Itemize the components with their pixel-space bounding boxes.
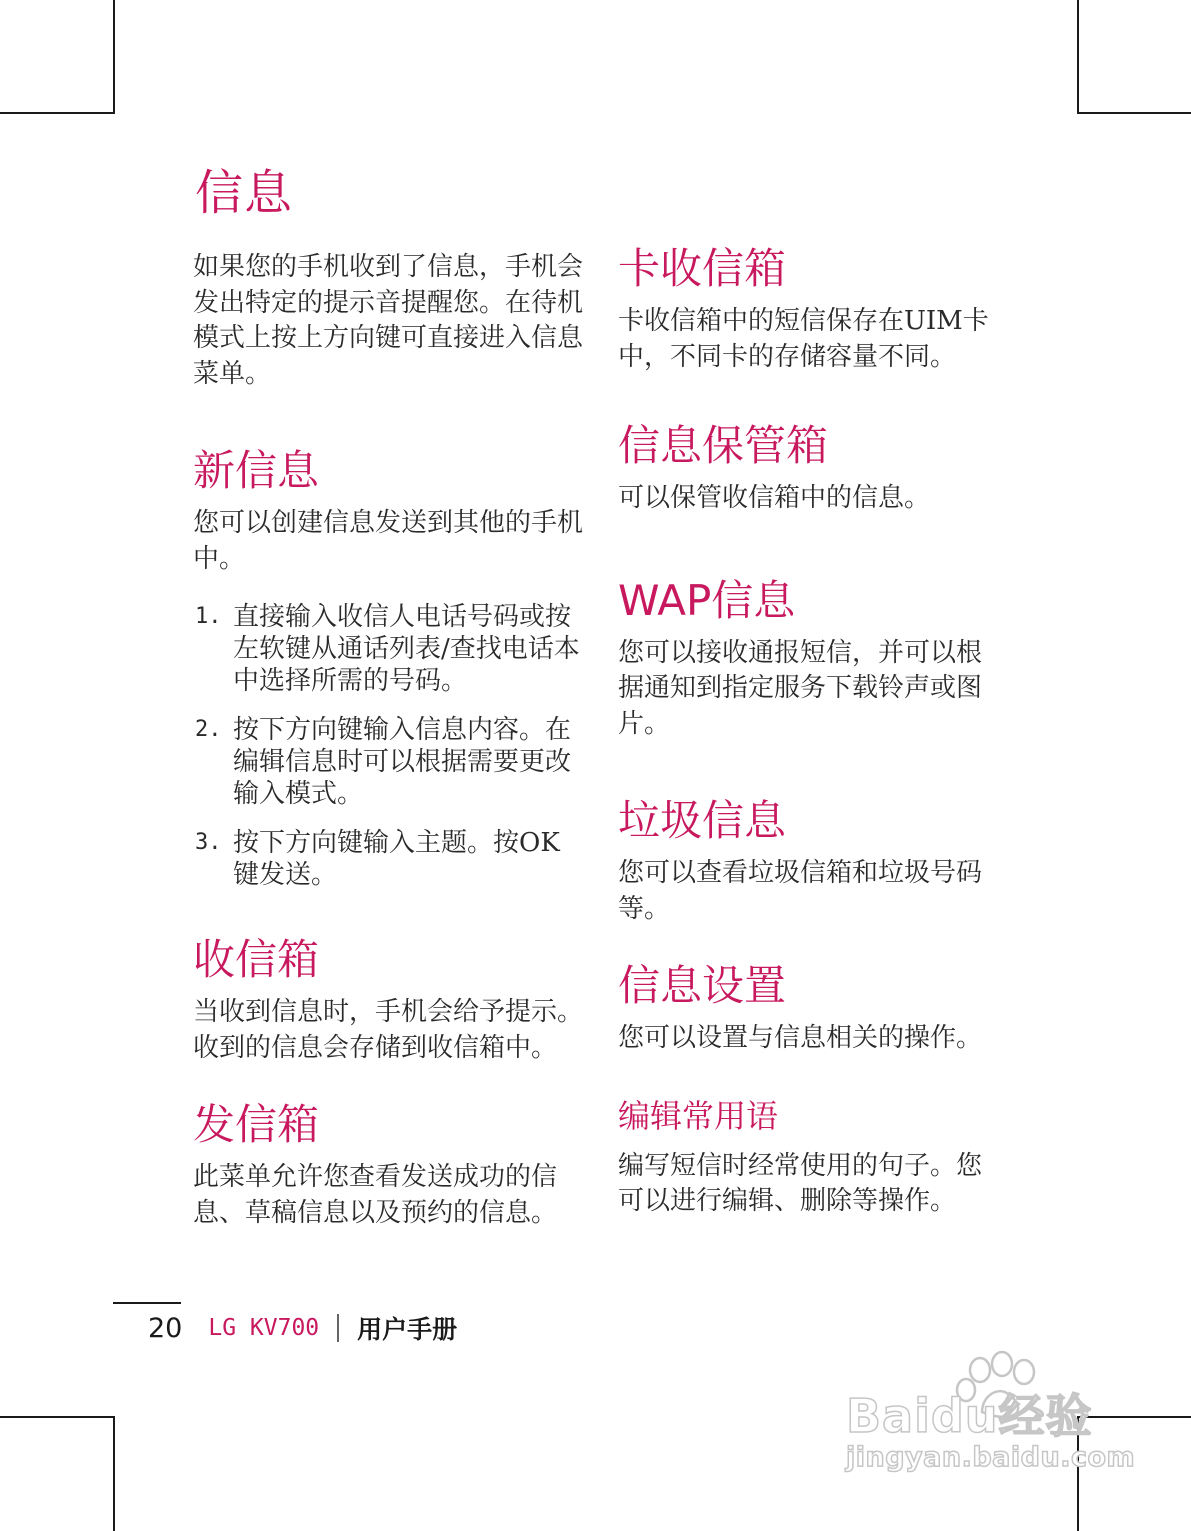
outbox-heading: 发信箱 bbox=[193, 1100, 320, 1149]
footer-divider bbox=[337, 1314, 339, 1342]
step-text: 按下方向键输入信息内容。在编辑信息时可以根据需要更改输入模式。 bbox=[233, 715, 572, 809]
archive-heading: 信息保管箱 bbox=[618, 421, 829, 470]
section-settings bbox=[618, 957, 998, 1057]
card-inbox-heading: 卡收信箱 bbox=[618, 244, 787, 293]
section-inbox bbox=[193, 931, 583, 1066]
crop-mark-top-right-vertical bbox=[1077, 0, 1079, 114]
crop-mark-top-right-horizontal bbox=[1077, 112, 1191, 114]
brand-label: LG KV700 bbox=[208, 1315, 320, 1341]
step-text: 按下方向键输入主题。按OK键发送。 bbox=[233, 828, 560, 890]
outbox-text: 此菜单允许您查看发送成功的信息、草稿信息以及预约的信息。 bbox=[193, 1162, 558, 1228]
footer bbox=[148, 1308, 457, 1348]
wap-heading: WAP信息 bbox=[618, 575, 796, 625]
new-message-steps bbox=[193, 601, 583, 891]
step-number: 2. bbox=[195, 717, 222, 742]
step-number: 1. bbox=[195, 604, 222, 629]
inbox-text: 当收到信息时，手机会给予提示。收到的信息会存储到收信箱中。 bbox=[193, 997, 584, 1063]
step-text: 直接输入收信人电话号码或按左软键从通话列表/查找电话本中选择所需的号码。 bbox=[233, 602, 580, 696]
footer-rule bbox=[113, 1302, 181, 1304]
crop-mark-top-left-horizontal bbox=[0, 112, 115, 114]
section-spam bbox=[618, 792, 998, 927]
page-number: 20 bbox=[148, 1312, 183, 1344]
left-column bbox=[193, 160, 583, 1231]
crop-mark-top-left-vertical bbox=[113, 0, 115, 114]
section-new-message bbox=[193, 442, 583, 891]
step-item bbox=[193, 827, 583, 891]
section-templates bbox=[618, 1093, 998, 1220]
archive-text: 可以保管收信箱中的信息。 bbox=[618, 483, 931, 513]
section-outbox bbox=[193, 1096, 583, 1231]
section-wap bbox=[618, 572, 998, 743]
settings-text: 您可以设置与信息相关的操作。 bbox=[618, 1023, 983, 1053]
section-archive bbox=[618, 417, 998, 517]
baidu-watermark bbox=[840, 1350, 1136, 1490]
watermark-url: jingyan.baidu.com bbox=[846, 1442, 1136, 1473]
inbox-heading: 收信箱 bbox=[193, 935, 320, 984]
right-column bbox=[618, 240, 998, 1220]
templates-text: 编写短信时经常使用的句子。您可以进行编辑、删除等操作。 bbox=[618, 1150, 983, 1216]
page-title: 信息 bbox=[195, 165, 294, 221]
crop-mark-bottom-left-vertical bbox=[113, 1416, 115, 1531]
watermark-brand: Baidu经验 bbox=[846, 1389, 1093, 1443]
section-card-inbox bbox=[618, 240, 998, 375]
spam-heading: 垃圾信息 bbox=[618, 796, 787, 845]
settings-heading: 信息设置 bbox=[618, 961, 787, 1010]
crop-mark-bottom-left-horizontal bbox=[0, 1416, 115, 1418]
card-inbox-text: 卡收信箱中的短信保存在UIM卡中，不同卡的存储容量不同。 bbox=[618, 306, 989, 372]
new-message-heading: 新信息 bbox=[193, 446, 320, 495]
wap-text: 您可以接收通报短信，并可以根据通知到指定服务下载铃声或图片。 bbox=[618, 637, 983, 739]
manual-label: 用户手册 bbox=[357, 1315, 458, 1344]
templates-heading: 编辑常用语 bbox=[618, 1096, 779, 1135]
spam-text: 您可以查看垃圾信箱和垃圾号码等。 bbox=[618, 858, 983, 924]
step-item bbox=[193, 714, 583, 810]
new-message-text: 您可以创建信息发送到其他的手机中。 bbox=[193, 508, 584, 574]
step-number: 3. bbox=[195, 830, 222, 855]
intro-paragraph: 如果您的手机收到了信息，手机会发出特定的提示音提醒您。在待机模式上按上方向键可直接进入信息菜单。 bbox=[193, 252, 584, 389]
step-item bbox=[193, 601, 583, 697]
